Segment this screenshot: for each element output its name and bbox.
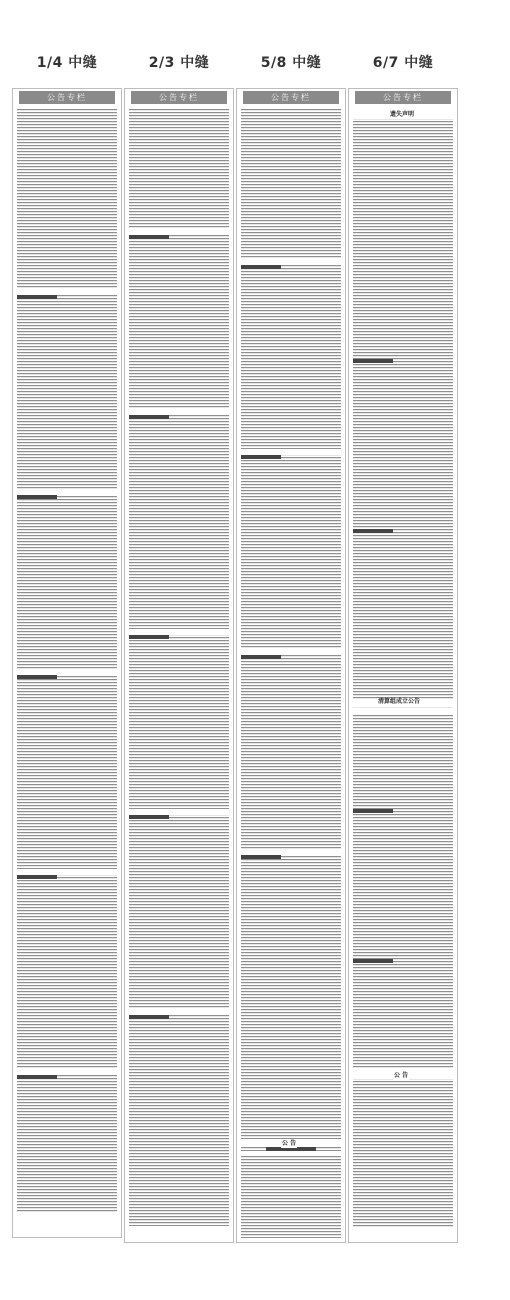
strip-header: 公告专栏	[131, 91, 227, 104]
notice-heading: 公 告	[394, 1072, 409, 1079]
section-heading: 清算组成立公告	[378, 698, 421, 705]
notice-strip-2-3	[124, 88, 234, 1243]
notice-strip-1-4	[12, 88, 122, 1238]
strip-header: 公告专栏	[19, 91, 115, 104]
strip-text-block	[353, 109, 453, 1238]
strip-header: 公告专栏	[243, 91, 339, 104]
notice-heading: 公 告	[282, 1140, 297, 1147]
column-title-2-3: 2/3 中缝	[148, 55, 210, 71]
column-title-1-4: 1/4 中缝	[36, 55, 98, 71]
notice-heading: 遗失声明	[390, 111, 415, 118]
strip-text-block	[129, 109, 229, 1238]
column-title-5-8: 5/8 中缝	[260, 55, 322, 71]
column-title-6-7: 6/7 中缝	[372, 55, 434, 71]
strip-text-block	[17, 109, 117, 1233]
strip-text-block	[241, 109, 341, 1238]
strip-header: 公告专栏	[355, 91, 451, 104]
notice-strip-6-7	[348, 88, 458, 1243]
notice-strip-5-8	[236, 88, 346, 1243]
